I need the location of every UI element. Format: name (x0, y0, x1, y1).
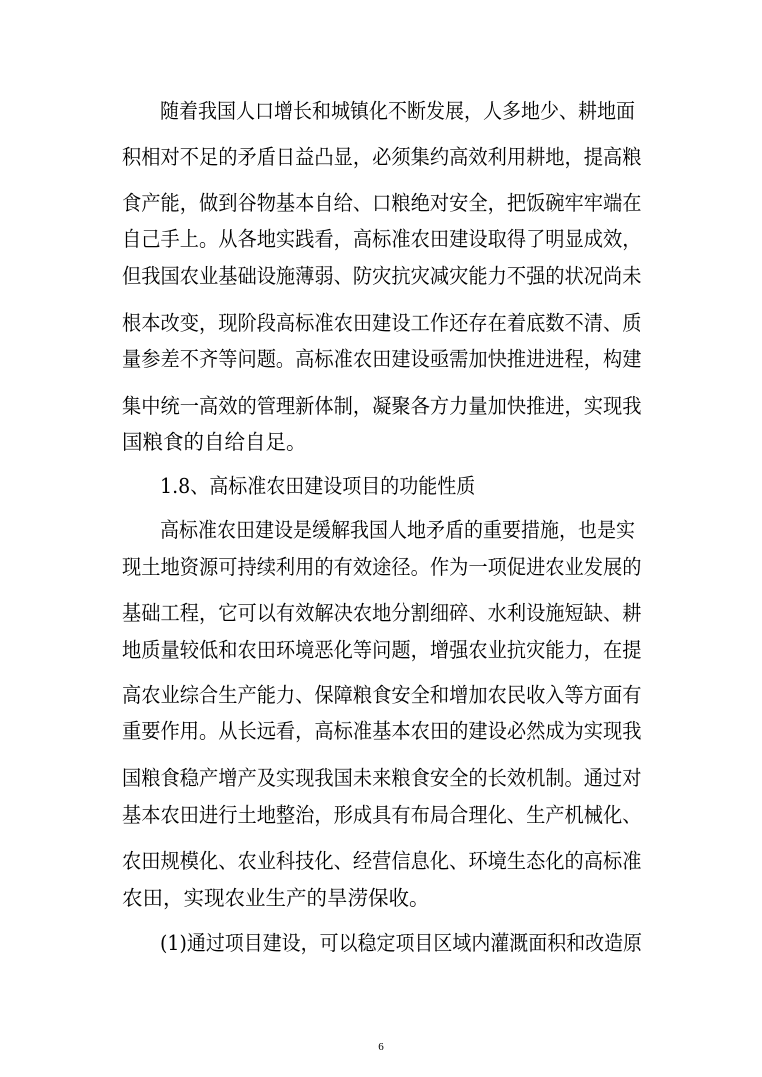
section-heading: 1.8、高标准农田建设项目的功能性质 (160, 474, 476, 498)
text-line: 基本农田进行土地整治，形成具有布局合理化、生产机械化、 (122, 803, 642, 827)
text-line: 食产能，做到谷物基本自给、口粮绝对安全，把饭碗牢牢端在 (122, 191, 642, 215)
text-line: 重要作用。从长远看，高标准基本农田的建设必然成为实现我 (122, 719, 642, 743)
text-line: 集中统一高效的管理新体制，凝聚各方力量加快推进，实现我 (122, 394, 642, 418)
text-line: 高农业综合生产能力、保障粮食安全和增加农民收入等方面有 (122, 683, 642, 707)
text-line: 自己手上。从各地实践看，高标准农田建设取得了明显成效， (122, 227, 642, 251)
text-line: 根本改变，现阶段高标准农田建设工作还存在着底数不清、质 (122, 311, 642, 335)
text-line: 地质量较低和农田环境恶化等问题，增强农业抗灾能力，在提 (122, 638, 642, 662)
text-line: 农田规模化、农业科技化、经营信息化、环境生态化的高标准 (122, 849, 642, 873)
page-number: 6 (378, 1041, 384, 1053)
text-line: (1)通过项目建设，可以稳定项目区域内灌溉面积和改造原 (160, 931, 643, 955)
text-line: 随着我国人口增长和城镇化不断发展，人多地少、耕地面 (160, 99, 636, 123)
text-line: 但我国农业基础设施薄弱、防灾抗灾减灾能力不强的状况尚未 (122, 264, 642, 288)
text-line: 国粮食稳产增产及实现我国未来粮食安全的长效机制。通过对 (122, 766, 642, 790)
text-line: 高标准农田建设是缓解我国人地矛盾的重要措施，也是实 (160, 518, 636, 542)
text-line: 农田，实现农业生产的旱涝保收。 (122, 886, 430, 910)
text-line: 现土地资源可持续利用的有效途径。作为一项促进农业发展的 (122, 555, 642, 579)
text-line: 量参差不齐等问题。高标准农田建设亟需加快推进进程，构建 (122, 347, 642, 371)
text-line: 积相对不足的矛盾日益凸显，必须集约高效利用耕地，提高粮 (122, 145, 642, 169)
text-line: 基础工程，它可以有效解决农地分割细碎、水利设施短缺、耕 (122, 601, 642, 625)
text-line: 国粮食的自给自足。 (122, 430, 307, 454)
